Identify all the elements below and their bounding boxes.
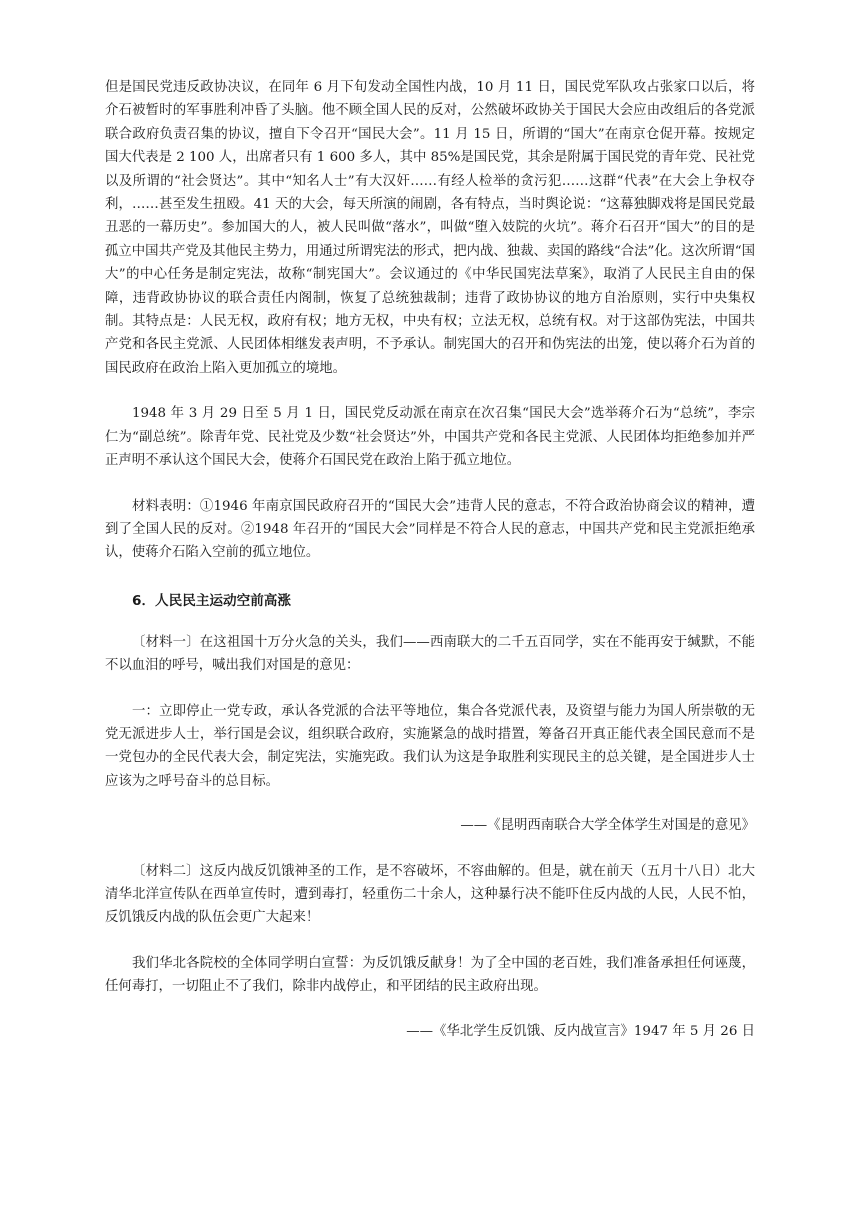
material2-source: ——《华北学生反饥饿、反内战宣言》1947 年 5 月 26 日 xyxy=(406,1023,755,1039)
document-page xyxy=(105,76,755,1043)
material1-source: ——《昆明西南联合大学全体学生对国是的意见》 xyxy=(460,818,755,834)
material1-intro: 〔材料一〕在这祖国十万分火急的关头，我们——西南联大的二千五百同学，实在不能再安于缄默，不能不以血泪的呼号，喊出我们对国是的意见： xyxy=(105,634,755,674)
paragraph-national-assembly-1948: 1948 年 3 月 29 日至 5 月 1 日，国民党反动派在南京在次召集“国民大会”选举蒋介石为“总统”，李宗仁为“副总统”。除青年党、民社党及少数“社会贤达”外，中国共产党和各民主党派、人民团体均拒绝参加并严正声明不承认这个国民大会，使蒋介石国民党在政治上陷于孤立地位。 xyxy=(105,406,755,469)
material2-intro: 〔材料二〕这反内战反饥饿神圣的工作，是不容破坏，不容曲解的。但是，就在前天（五月十八日）北大清华北洋宣传队在西单宣传时，遭到毒打，轻重伤二十余人，这种暴行决不能吓住反内战的人民，人民不怕，反饥饿反内战的队伍会更广大起来！ xyxy=(105,863,755,926)
section-heading: 6．人民民主运动空前高涨 xyxy=(132,592,291,609)
material2-body: 我们华北各院校的全体同学明白宣誓：为反饥饿反献身！为了全中国的老百姓，我们准备承担任何诬蔑，任何毒打，一切阻止不了我们，除非内战停止，和平团结的民主政府出现。 xyxy=(105,955,755,995)
paragraph-national-assembly-1946: 但是国民党违反政协决议，在同年 6 月下旬发动全国性内战，10 月 11 日，国民党军队攻占张家口以后，将介石被暂时的军事胜利冲昏了头脑。他不顾全国人民的反对，公然破坏政协关于国民大会应由改组后的各党派联合政府负责召集的协议，擅自下令召开“国民大会”。11 月 15 日，所谓的“国大”在南京仓促开幕。按规定国大代表是 2 100 人，出席者只有 1 600 多人，其中 85%是国民党，其余是附属于国民党的青年党、民社党以及所谓的“社会贤达”。其中“知名人士”有大汉奸……有经人检举的贪污犯……这群“代表”在大会上争权夺利，……甚至发生扭殴。41 天的大会，每天所演的闹剧，各有特点，当时舆论说：“这幕独脚戏将是国民党最丑恶的一幕历史”。参加国大的人，被人民叫做“落水”，叫做“堕入妓院的火坑”。蒋介石召开“国大”的目的是孤立中国共产党及其他民主势力，用通过所谓宪法的形式，把内战、独裁、卖国的路线“合法”化。这次所谓“国大”的中心任务是制定宪法，故称“制宪国大”。会议通过的《中华民国宪法草案》，取消了人民民主自由的保障，违背政协协议的联合责任内阁制，恢复了总统独裁制；违背了政协协议的地方自治原则，实行中央集权制。其特点是：人民无权，政府有权；地方无权，中央有权；立法无权，总统有权。对于这部伪宪法，中国共产党和各民主党派、人民团体相继发表声明，不予承认。制宪国大的召开和伪宪法的出笼，使以蒋介石为首的国民政府在政治上陷入更加孤立的境地。 xyxy=(105,80,755,376)
paragraph-material-conclusion: 材料表明：①1946 年南京国民政府召开的“国民大会”违背人民的意志，不符合政治协商会议的精神，遭到了全国人民的反对。②1948 年召开的“国民大会”同样是不符合人民的意志，中国共产党和民主党派拒绝承认，使蒋介石陷入空前的孤立地位。 xyxy=(105,498,755,561)
material1-body: 一：立即停止一党专政，承认各党派的合法平等地位，集合各党派代表，及资望与能力为国人所崇敬的无党无派进步人士，举行国是会议，组织联合政府，实施紧急的战时措置，筹备召开真正能代表全国民意而不是一党包办的全民代表大会，制定宪法，实施宪政。我们认为这是争取胜利实现民主的总关键，是全国进步人士应该为之呼号奋斗的总目标。 xyxy=(105,703,755,789)
